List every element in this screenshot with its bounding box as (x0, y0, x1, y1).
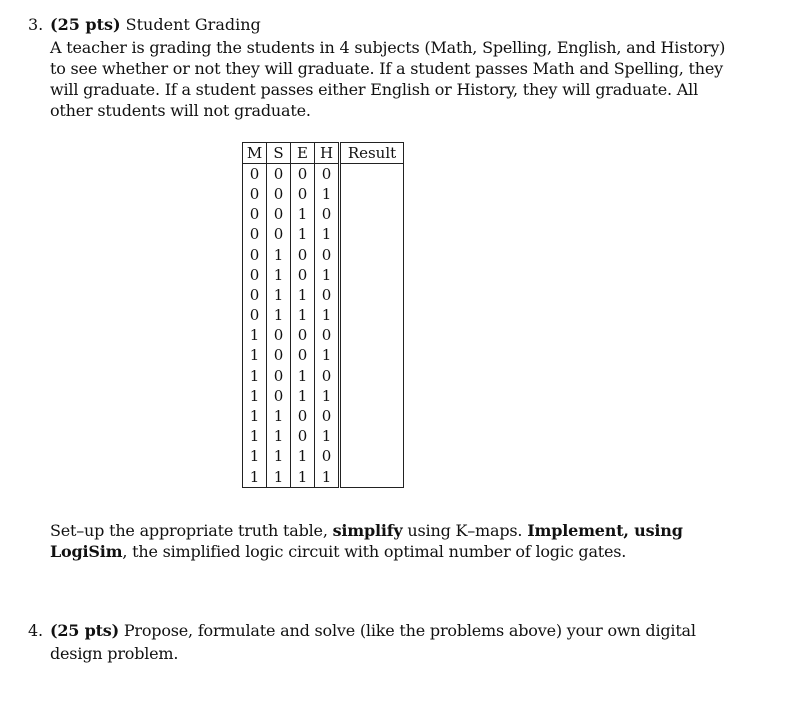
table-row (243, 184, 404, 204)
table-cell: 1 (291, 447, 315, 467)
table-cell: 0 (267, 366, 291, 386)
header-s: S (267, 143, 291, 164)
table-cell: 0 (267, 205, 291, 225)
table-cell: 0 (315, 366, 340, 386)
truth-table (242, 142, 404, 488)
table-row (243, 225, 404, 245)
problem-4-points: (25 pts) (50, 621, 119, 640)
problem-3-heading (28, 14, 688, 35)
table-cell: 0 (315, 205, 340, 225)
instruction-text: Set–up the appropriate truth table, (50, 521, 333, 540)
table-cell: 0 (291, 326, 315, 346)
table-row (243, 285, 404, 305)
result-cell (340, 346, 404, 366)
table-cell: 0 (291, 406, 315, 426)
table-cell: 1 (267, 265, 291, 285)
table-cell: 1 (291, 225, 315, 245)
instruction-text: , the simplified logic circuit with optimal number of logic gates. (122, 542, 627, 561)
instruction-bold-simplify: simplify (332, 521, 403, 540)
table-cell: 1 (315, 346, 340, 366)
table-row (243, 265, 404, 285)
table-cell: 1 (243, 326, 267, 346)
truth-table-wrapper (242, 142, 404, 488)
table-cell: 0 (291, 265, 315, 285)
table-cell: 0 (267, 326, 291, 346)
table-cell: 0 (315, 245, 340, 265)
table-cell: 0 (315, 164, 340, 185)
result-cell (340, 447, 404, 467)
table-cell: 1 (267, 306, 291, 326)
table-cell: 0 (315, 326, 340, 346)
table-row (243, 164, 404, 185)
table-row (243, 427, 404, 447)
table-cell: 0 (315, 406, 340, 426)
result-cell (340, 326, 404, 346)
description-line: will graduate. If a student passes either English or History, they will graduate. All (50, 80, 698, 99)
table-cell: 1 (315, 386, 340, 406)
table-cell: 1 (315, 306, 340, 326)
table-cell: 0 (291, 346, 315, 366)
table-row (243, 467, 404, 488)
table-cell: 0 (267, 386, 291, 406)
description-line: A teacher is grading the students in 4 subjects (Math, Spelling, English, and History) (50, 38, 726, 57)
table-cell: 0 (291, 164, 315, 185)
table-row (243, 245, 404, 265)
table-cell: 0 (315, 447, 340, 467)
table-cell: 1 (291, 386, 315, 406)
result-cell (340, 164, 404, 185)
table-cell: 1 (243, 346, 267, 366)
problem-3 (28, 14, 726, 121)
problem-3-points: (25 pts) (50, 15, 121, 34)
table-cell: 0 (243, 285, 267, 305)
table-row (243, 306, 404, 326)
table-cell: 1 (315, 265, 340, 285)
table-cell: 1 (267, 467, 291, 488)
table-cell: 1 (315, 427, 340, 447)
problem-3-title: Student Grading (125, 15, 261, 34)
table-row (243, 366, 404, 386)
table-row (243, 326, 404, 346)
header-result: Result (340, 143, 404, 164)
result-cell (340, 366, 404, 386)
table-cell: 1 (291, 285, 315, 305)
table-cell: 1 (267, 245, 291, 265)
header-e: E (291, 143, 315, 164)
table-cell: 1 (267, 406, 291, 426)
problem-4 (28, 620, 696, 664)
instruction-text: using K–maps. (402, 521, 528, 540)
table-cell: 1 (267, 427, 291, 447)
table-cell: 0 (243, 225, 267, 245)
table-cell: 1 (243, 467, 267, 488)
table-cell: 0 (243, 306, 267, 326)
problem-3-number: 3. (28, 15, 44, 34)
table-cell: 1 (291, 366, 315, 386)
problem-4-text-continued: design problem. (50, 644, 179, 663)
description-line: to see whether or not they will graduate. If a student passes Math and Spelling, they (50, 59, 723, 78)
table-cell: 1 (291, 205, 315, 225)
table-cell: 0 (291, 245, 315, 265)
result-cell (340, 184, 404, 204)
table-cell: 1 (243, 406, 267, 426)
result-cell (340, 306, 404, 326)
table-cell: 0 (243, 245, 267, 265)
table-cell: 0 (315, 285, 340, 305)
table-cell: 0 (243, 164, 267, 185)
result-cell (340, 285, 404, 305)
table-cell: 0 (267, 225, 291, 245)
table-cell: 0 (291, 427, 315, 447)
result-cell (340, 245, 404, 265)
table-row (243, 447, 404, 467)
table-cell: 1 (315, 467, 340, 488)
result-cell (340, 467, 404, 488)
table-cell: 0 (243, 184, 267, 204)
table-cell: 1 (243, 386, 267, 406)
result-cell (340, 386, 404, 406)
table-cell: 1 (267, 285, 291, 305)
table-cell: 1 (291, 467, 315, 488)
table-row (243, 406, 404, 426)
table-cell: 0 (243, 205, 267, 225)
result-cell (340, 205, 404, 225)
table-cell: 1 (315, 184, 340, 204)
table-cell: 0 (243, 265, 267, 285)
table-row (243, 346, 404, 366)
problem-4-number: 4. (28, 621, 43, 640)
table-cell: 1 (291, 306, 315, 326)
table-cell: 1 (243, 366, 267, 386)
table-row (243, 205, 404, 225)
header-h: H (315, 143, 340, 164)
result-cell (340, 427, 404, 447)
problem-4-text: Propose, formulate and solve (like the problems above) your own digital (123, 621, 696, 640)
result-cell (340, 265, 404, 285)
problem-3-description (50, 37, 726, 121)
table-cell: 0 (267, 184, 291, 204)
table-cell: 0 (267, 346, 291, 366)
table-cell: 1 (315, 225, 340, 245)
instruction-bold-implement: Implement, using (527, 521, 683, 540)
table-cell: 1 (267, 447, 291, 467)
result-cell (340, 225, 404, 245)
table-cell: 1 (243, 447, 267, 467)
table-cell: 1 (243, 427, 267, 447)
description-line: other students will not graduate. (50, 101, 311, 120)
result-cell (340, 406, 404, 426)
problem-3-instructions (50, 520, 710, 562)
table-cell: 0 (291, 184, 315, 204)
table-row (243, 386, 404, 406)
table-cell: 0 (267, 164, 291, 185)
header-m: M (243, 143, 267, 164)
truth-table-header-row (243, 143, 404, 164)
instruction-bold-logisim: LogiSim (50, 542, 123, 561)
